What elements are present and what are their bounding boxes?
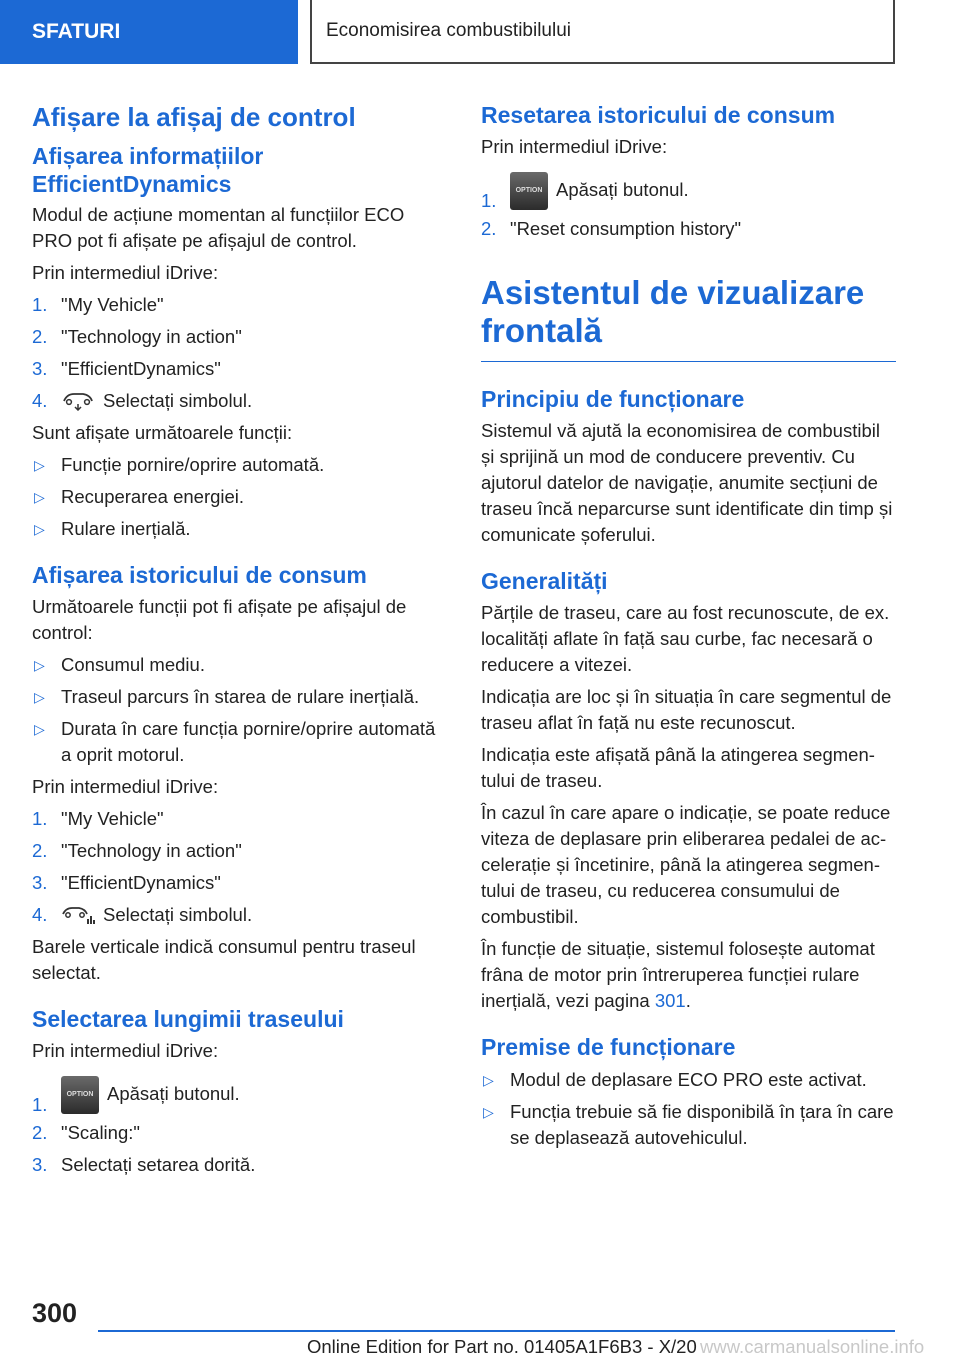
paragraph: Indicația este afișată până la atingerea segmentului de traseu. [481, 743, 875, 791]
paragraph: Părțile de traseu, care au fost recunoscute, de ex. localități aflate în față sau curbe, fac necesară o reducere a vitezei. [481, 601, 890, 675]
subsection-title: Resetarea istoricului de consum [481, 102, 836, 128]
list-item: 2. "Technology in action" [32, 326, 242, 348]
list-item: 1. "My Vehicle" [32, 294, 164, 316]
list-item: 3. Selectați setarea dorită. [32, 1153, 256, 1175]
subsection-title: Afișarea istoricului de consum [32, 562, 367, 589]
section-title: Afișare la afișaj de control [32, 102, 356, 132]
list-item: 2. "Technology in action" [32, 839, 242, 861]
section-title: Asistentul de vizualizare frontală [481, 274, 896, 363]
list-item: 1. OPTION Apăsați butonul. [481, 172, 896, 210]
list-item: ▷ Durata în care funcția pornire/oprire automată a oprit motorul. [34, 717, 436, 765]
list-item: 1. OPTION Apăsați butonul. [32, 1076, 447, 1114]
right-column [481, 96, 896, 1157]
paragraph: Prin intermediul iDrive: [32, 1039, 219, 1061]
list-item: ▷ Recuperarea energiei. [34, 486, 245, 508]
list-item: 1. "My Vehicle" [32, 807, 164, 829]
list-item: ▷ Traseul parcurs în starea de rulare inerțială. [34, 685, 420, 707]
option-button-icon: OPTION [510, 172, 548, 210]
paragraph: În cazul în care apare o indicație, se poate reduce viteza de deplasare prin eliberarea pedalei de accelerație și încetinire, până la atingerea segmentului de traseu, cu reducerea consumului de combustibil. [481, 801, 891, 927]
page-link[interactable]: 301 [654, 989, 686, 1011]
paragraph: Modul de acțiune momentan al funcțiilor ECO PRO pot fi afișate pe afișajul de control. [32, 204, 405, 252]
paragraph: Următoarele funcții pot fi afișate pe afișajul de control: [32, 595, 407, 643]
left-column [32, 96, 447, 1184]
paragraph: Sistemul vă ajută la economisirea de combustibil și sprijină un mod de conducere preventiv. Cu ajutorul datelor de navigație, anumite secțiuni de traseu încă neparcurse sunt identificate din timp și comunicate șoferului. [481, 420, 893, 546]
list-item: ▷ Modul de deplasare ECO PRO este activat. [483, 1069, 867, 1091]
subsection-title: Generalități [481, 568, 608, 595]
list-item: ▷ Rulare inerțială. [34, 518, 191, 540]
section-tab: SFATURI [0, 0, 298, 64]
paragraph: Sunt afișate următoarele funcții: [32, 422, 293, 444]
footer-edition: Online Edition for Part no. 01405A1F6B3 - X/20 [307, 1336, 697, 1357]
option-button-icon: OPTION [61, 1076, 99, 1114]
paragraph: Prin intermediul iDrive: [481, 135, 668, 157]
car-arrow-icon [61, 391, 95, 411]
list-item: ▷ Funcția trebuie să fie disponibilă în țara în care se deplasează autovehiculul. [483, 1101, 894, 1149]
subsection-title: Selectarea lungimii traseului [32, 1005, 344, 1032]
paragraph: Prin intermediul iDrive: [32, 775, 219, 797]
list-item: 4. Selectați simbolul. [32, 903, 253, 925]
footer-divider [98, 1330, 895, 1332]
subsection-title: Afișarea informațiilor EfficientDynamics [32, 143, 264, 197]
subsection-title: Premise de funcționare [481, 1033, 736, 1060]
watermark: www.carmanualsonline.info [700, 1336, 925, 1357]
list-item: 4. Selectați simbolul. [32, 390, 253, 412]
list-item: ▷ Funcție pornire/oprire automată. [34, 454, 325, 476]
paragraph: Indicația are loc și în situația în care segmentul de traseu aflat în față nu este recunoscut. [481, 685, 892, 733]
subsection-title: Principiu de funcționare [481, 386, 745, 413]
paragraph: În funcție de situație, sistemul folosește automat frâna de motor prin întreruperea funcției rulare inerțială, vezi pagina 301. [481, 937, 875, 1011]
paragraph: Barele verticale indică consumul pentru traseul selectat. [32, 935, 416, 983]
paragraph: Prin intermediul iDrive: [32, 262, 219, 284]
car-bars-icon [61, 905, 95, 925]
page-number: 300 [32, 1298, 78, 1328]
list-item: 2. "Scaling:" [32, 1121, 140, 1143]
list-item: ▷ Consumul mediu. [34, 653, 205, 675]
list-item: 3. "EfficientDynamics" [32, 358, 221, 380]
list-item: 3. "EfficientDynamics" [32, 871, 221, 893]
chapter-title: Economisirea combustibilului [310, 0, 895, 64]
list-item: 2. "Reset consumption history" [481, 217, 742, 239]
